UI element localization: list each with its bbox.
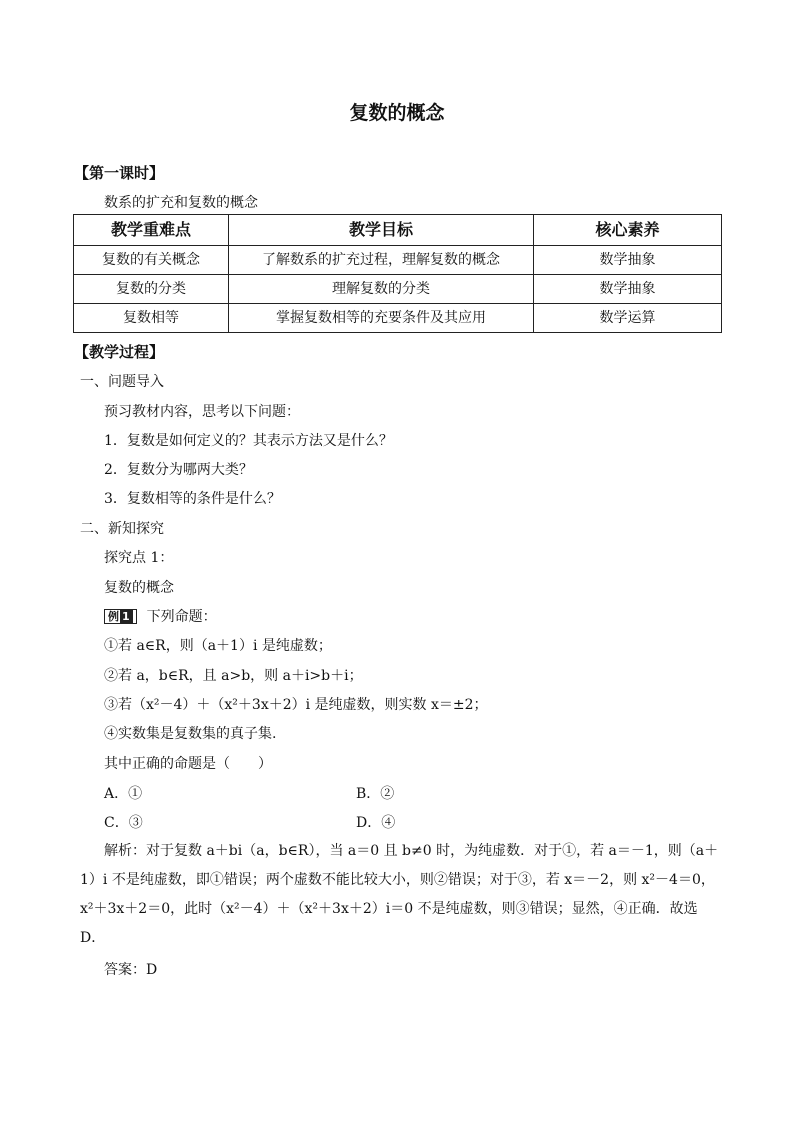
statement-item: ②若 a，b∈R，且 a>b，则 a＋i>b＋i； [104, 668, 363, 684]
statement-item: ①若 a∈R，则（a＋1）i 是纯虚数； [104, 638, 332, 654]
option-c: C．③ [104, 815, 143, 831]
question-item: 3．复数相等的条件是什么？ [104, 491, 281, 507]
example-prompt: 下列命题： [146, 609, 217, 625]
table-cell: 数学抽象 [534, 246, 722, 275]
question-stem: 其中正确的命题是（ ） [104, 756, 272, 772]
statement-item: ③若（x²－4）＋（x²＋3x＋2）i 是纯虚数，则实数 x＝±2； [104, 697, 488, 713]
question-item: 1．复数是如何定义的？其表示方法又是什么？ [104, 433, 393, 449]
option-b: B．② [356, 786, 395, 802]
table-header-cell: 教学目标 [229, 215, 534, 246]
lesson-header: 【第一课时】 [74, 164, 165, 182]
example-badge [104, 609, 137, 624]
section2-heading: 二、新知探究 [80, 521, 164, 537]
statement-item: ④实数集是复数集的真子集. [104, 726, 277, 742]
lesson-subtitle: 数系的扩充和复数的概念 [104, 195, 258, 211]
analysis-paragraph: 解析：对于复数 a＋bi（a，b∈R），当 a＝0 且 b≠0 时，为纯虚数．对于①，若 a＝－1，则（a＋1）i 不是纯虚数，即①错误；两个虚数不能比较大小，则②错误；对于③，若 x＝－2，则 x²－4＝0，x²＋3x＋2＝0，此时（x²－4）＋（x²＋3x＋2）i＝0 不是纯虚数，则③错误；显然，④正确．故选 D． [80, 843, 719, 946]
explore-point: 探究点 1： [104, 550, 174, 566]
example-number: 1 [122, 610, 131, 623]
process-header: 【教学过程】 [74, 343, 165, 361]
explore-topic: 复数的概念 [104, 580, 174, 596]
table-cell: 数学抽象 [534, 275, 722, 304]
table-header-cell: 教学重难点 [74, 215, 229, 246]
table-cell: 掌握复数相等的充要条件及其应用 [229, 304, 534, 333]
answer-line: 答案：D [104, 962, 158, 978]
table-cell: 了解数系的扩充过程，理解复数的概念 [229, 246, 534, 275]
option-d: D．④ [356, 815, 396, 831]
teaching-goals-table [73, 214, 722, 333]
example-line [104, 608, 217, 626]
question-item: 2．复数分为哪两大类？ [104, 462, 253, 478]
table-row [74, 304, 722, 333]
example-tag-label: 例 [108, 610, 120, 623]
table-cell: 复数相等 [74, 304, 229, 333]
page-title: 复数的概念 [349, 102, 445, 124]
table-cell: 复数的有关概念 [74, 246, 229, 275]
table-header-row [74, 215, 722, 246]
table-header-cell: 核心素养 [534, 215, 722, 246]
table-row [74, 246, 722, 275]
section1-heading: 一、问题导入 [80, 374, 164, 390]
table-cell: 数学运算 [534, 304, 722, 333]
table-row [74, 275, 722, 304]
section1-intro: 预习教材内容，思考以下问题： [104, 404, 300, 420]
table-cell: 理解复数的分类 [229, 275, 534, 304]
table-cell: 复数的分类 [74, 275, 229, 304]
option-a: A．① [104, 786, 143, 802]
